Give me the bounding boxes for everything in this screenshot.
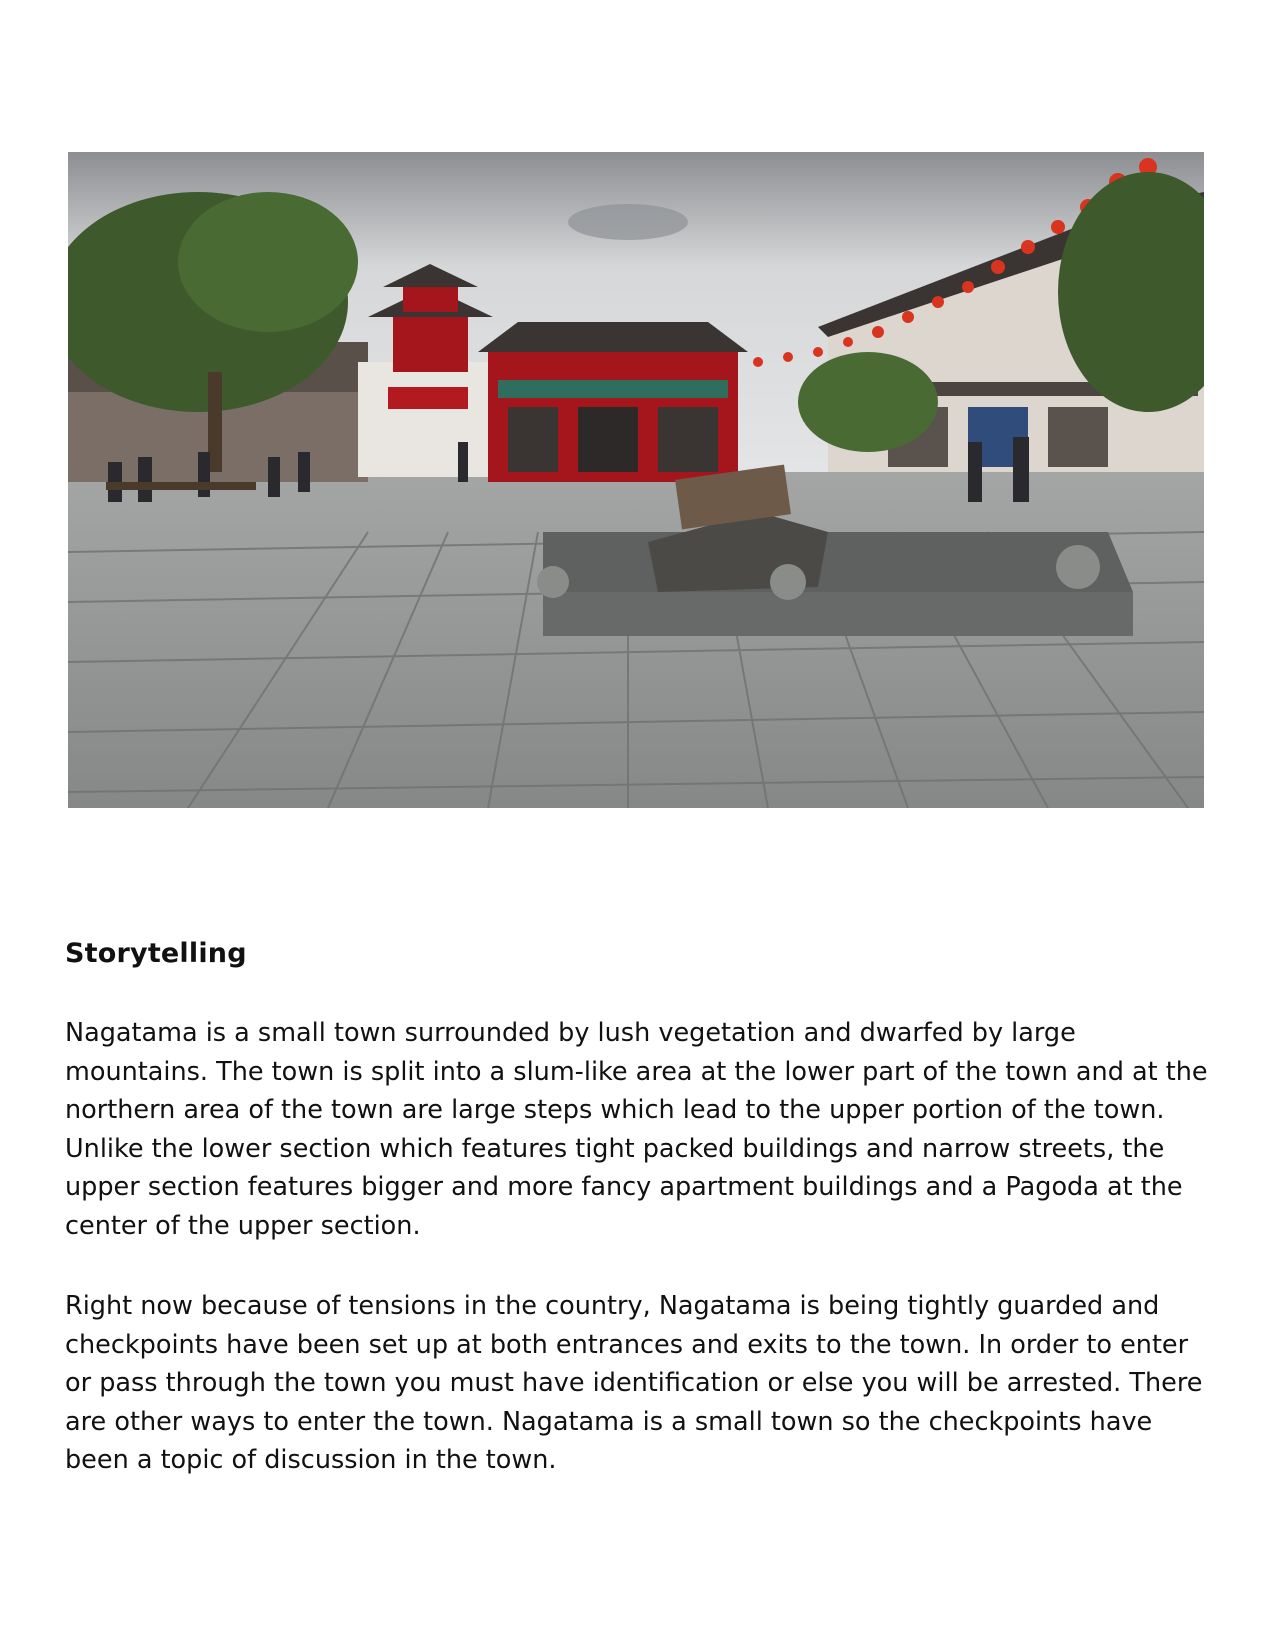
town-square-illustration (68, 152, 1204, 808)
town-square-photo (68, 152, 1204, 808)
section-heading: Storytelling (65, 938, 247, 969)
paragraph-checkpoints: Right now because of tensions in the country, Nagatama is being tightly guarded and checkpoints have been set up at both entrances and exits to the town. In order to enter or pass through the town you must have identification or else you will be arrested. There are other ways to enter the town. Nagatama is a small town so the checkpoints have been a topic of discussion in the town. (65, 1291, 1203, 1475)
paragraph-town-description: Nagatama is a small town surrounded by lush vegetation and dwarfed by large mountains. The town is split into a slum-like area at the lower part of the town and at the northern area of the town are large steps which lead to the upper portion of the town. Unlike the lower section which features tight packed buildings and narrow streets, the upper section features bigger and more fancy apartment buildings and a Pagoda at the center of the upper section. (65, 1018, 1208, 1241)
